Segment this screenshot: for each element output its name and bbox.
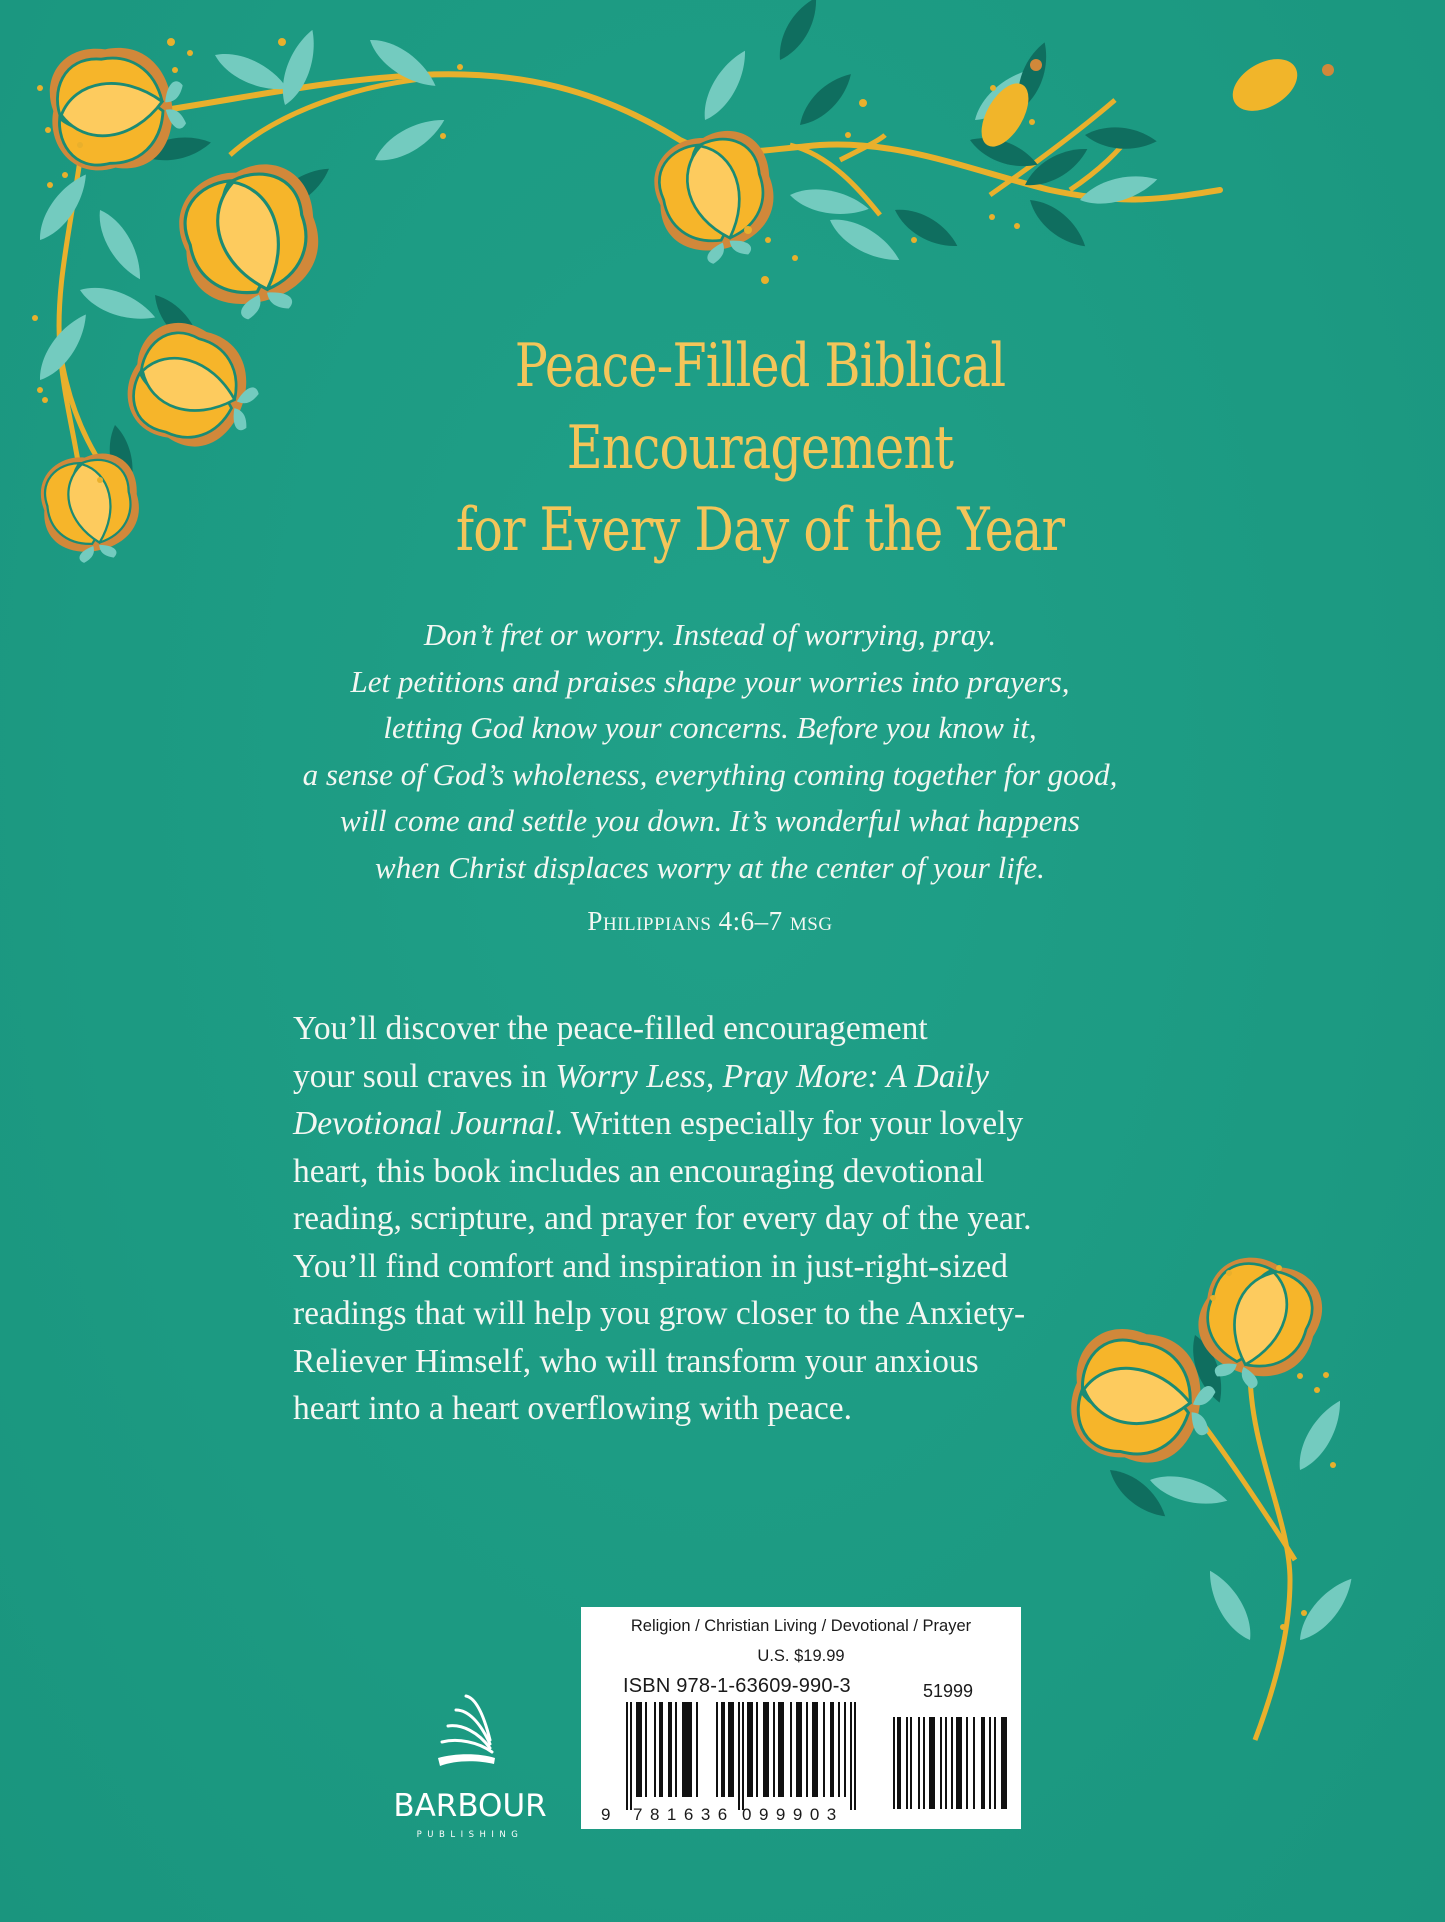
description-line: You’ll find comfort and inspiration in just-right-sized: [293, 1247, 1008, 1285]
isbn-barcode-icon: [626, 1702, 861, 1812]
description-line: heart, this book includes an encouraging devotional: [293, 1152, 985, 1190]
description-line: Reliever Himself, who will transform your anxious: [293, 1342, 979, 1380]
scripture-citation: Philippians 4:6–7 msg: [587, 906, 833, 936]
quote-line: when Christ displaces worry at the center of your life.: [375, 849, 1045, 885]
isbn-number: ISBN 978-1-63609-990-3: [623, 1675, 851, 1697]
quote-line: Don’t fret or worry. Instead of worrying, pray.: [423, 617, 997, 652]
publisher-name: BARBOUR: [393, 1788, 547, 1824]
barcode-digit-prefix: 9: [601, 1805, 611, 1824]
barcode-label: [581, 1607, 1021, 1829]
quote-line: letting God know your concerns. Before you know it,: [383, 710, 1037, 745]
book-description: [293, 1005, 1113, 1433]
headline: [383, 325, 1137, 571]
book-category: Religion / Christian Living / Devotional / Prayer: [630, 1617, 972, 1635]
book-price: U.S. $19.99: [757, 1647, 845, 1665]
headline-line: Encouragement: [566, 413, 954, 483]
barcode-digit-group: 099903: [742, 1805, 844, 1824]
price-addon-number: 51999: [923, 1681, 974, 1701]
barcode-digit-group: 781636: [633, 1805, 735, 1824]
description-line: [293, 1100, 1113, 1148]
price-addon-barcode-icon: [893, 1717, 1011, 1809]
book-title: Devotional Journal: [293, 1105, 555, 1142]
scripture-quote: [270, 612, 1150, 891]
quote-line: will come and settle you down. It’s wonderful what happens: [340, 803, 1080, 838]
open-book-fan-icon: [430, 1690, 510, 1780]
description-text: your soul craves in: [293, 1057, 556, 1095]
description-line: reading, scripture, and prayer for every day of the year.: [293, 1200, 1032, 1237]
headline-line: Peace-Filled Biblical: [514, 331, 1006, 401]
quote-line: Let petitions and praises shape your worries into prayers,: [350, 663, 1070, 699]
description-line: heart into a heart overflowing with peace.: [293, 1390, 853, 1427]
description-text: . Written especially for your lovely: [554, 1105, 1024, 1142]
description-line: [293, 1053, 1113, 1101]
description-line: readings that will help you grow closer to the Anxiety-: [293, 1295, 1026, 1332]
quote-line: a sense of God’s wholeness, everything coming together for good,: [302, 756, 1118, 792]
book-title: Worry Less, Pray More: A Daily: [555, 1057, 989, 1095]
headline-line: for Every Day of the Year: [455, 495, 1065, 565]
publisher-subtitle: PUBLISHING: [416, 1830, 524, 1840]
description-line: You’ll discover the peace-filled encouragement: [293, 1010, 928, 1047]
